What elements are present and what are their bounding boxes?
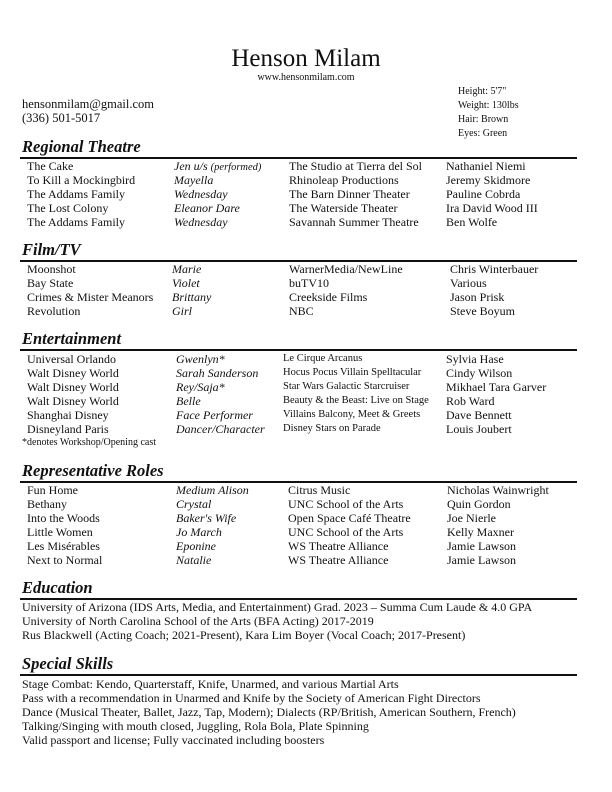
credit-venue: Creekside Films <box>289 290 368 304</box>
website-link[interactable]: www.hensonmilam.com <box>257 72 355 83</box>
section-title-education: Education <box>22 578 93 597</box>
credit-role: Medium Alison <box>176 483 249 497</box>
credit-venue: The Studio at Tierra del Sol <box>289 159 422 173</box>
stat-hair: Hair: Brown <box>458 114 509 125</box>
skill-line: Talking/Singing with mouth closed, Juggling, Rola Bola, Plate Spinning <box>22 719 369 733</box>
credit-title: Universal Orlando <box>27 352 116 366</box>
section-title-roles: Representative Roles <box>22 461 164 480</box>
section-title-regional: Regional Theatre <box>22 137 141 156</box>
credit-venue: NBC <box>289 304 314 318</box>
credit-role: Crystal <box>176 497 212 511</box>
credit-role: Natalie <box>176 553 212 567</box>
credit-title: Walt Disney World <box>27 366 119 380</box>
credit-venue: Beauty & the Beast: Live on Stage <box>283 395 429 406</box>
credit-director: Steve Boyum <box>450 304 515 318</box>
resume-name: Henson Milam <box>231 45 381 72</box>
credit-role: Mayella <box>174 173 214 187</box>
education-line: University of North Carolina School of the Arts (BFA Acting) 2017-2019 <box>22 614 374 628</box>
credit-director: Louis Joubert <box>446 422 512 436</box>
credit-title: To Kill a Mockingbird <box>27 173 136 187</box>
credit-venue: WarnerMedia/NewLine <box>289 262 403 276</box>
credit-title: The Addams Family <box>27 215 125 229</box>
credit-venue: The Waterside Theater <box>289 201 398 215</box>
credit-director: Nathaniel Niemi <box>446 159 526 173</box>
credit-title: Les Misérables <box>27 539 100 553</box>
credit-venue: The Barn Dinner Theater <box>289 187 410 201</box>
credit-role: Gwenlyn* <box>176 352 225 366</box>
credit-director: Nicholas Wainwright <box>447 483 549 497</box>
credit-director: Rob Ward <box>446 394 495 408</box>
credit-title: The Lost Colony <box>27 201 109 215</box>
credit-venue: Villains Balcony, Meet & Greets <box>283 409 421 420</box>
stat-height: Height: 5'7" <box>458 86 507 97</box>
skill-line: Stage Combat: Kendo, Quarterstaff, Knife, Unarmed, and various Martial Arts <box>22 677 399 691</box>
stat-eyes: Eyes: Green <box>458 128 508 139</box>
credit-director: Jason Prisk <box>450 290 505 304</box>
credit-role: Eleanor Dare <box>174 201 240 215</box>
performed-note: (performed) <box>210 162 262 173</box>
credit-director: Mikhael Tara Garver <box>446 380 547 394</box>
credit-director: Various <box>450 276 487 290</box>
section-divider <box>20 349 577 351</box>
credit-role: Face Performer <box>176 408 253 422</box>
stat-weight: Weight: 130lbs <box>458 100 519 111</box>
credit-venue: Le Cirque Arcanus <box>283 353 363 364</box>
credit-venue: Citrus Music <box>288 483 351 497</box>
section-title-skills: Special Skills <box>22 654 114 673</box>
credit-title: Next to Normal <box>27 553 103 567</box>
education-line: Rus Blackwell (Acting Coach; 2021-Present), Kara Lim Boyer (Vocal Coach; 2017-Present) <box>22 628 466 642</box>
credit-venue: Rhinoleap Productions <box>289 173 399 187</box>
credit-venue: Star Wars Galactic Starcruiser <box>283 381 410 392</box>
credit-title: Disneyland Paris <box>27 422 109 436</box>
credit-venue: UNC School of the Arts <box>288 497 404 511</box>
credit-title: Shanghai Disney <box>27 408 109 422</box>
credit-role: Wednesday <box>174 187 228 201</box>
education-line: University of Arizona (IDS Arts, Media, and Entertainment) Grad. 2023 – Summa Cum Laude & 4.0 GPA <box>22 600 533 614</box>
credit-director: Joe Nierle <box>447 511 496 525</box>
section-title-entertainment: Entertainment <box>22 329 122 348</box>
credit-director: Dave Bennett <box>446 408 512 422</box>
credit-venue: WS Theatre Alliance <box>288 539 389 553</box>
credit-role: Rey/Saja* <box>176 380 225 394</box>
credit-role: Marie <box>172 262 202 276</box>
credit-venue: WS Theatre Alliance <box>288 553 389 567</box>
credit-title: Walt Disney World <box>27 394 119 408</box>
credit-venue: UNC School of the Arts <box>288 525 404 539</box>
email-link[interactable]: hensonmilam@gmail.com <box>22 97 154 111</box>
credit-title: Into the Woods <box>27 511 100 525</box>
credit-director: Jamie Lawson <box>447 553 516 567</box>
credit-venue: buTV10 <box>289 276 329 290</box>
credit-title: Bay State <box>27 276 74 290</box>
credit-role: Girl <box>172 304 193 318</box>
phone-number: (336) 501-5017 <box>22 111 101 125</box>
section-divider <box>20 674 577 676</box>
skill-line: Valid passport and license; Fully vaccinated including boosters <box>22 733 325 747</box>
credit-role: Jen u/s (performed) <box>174 159 262 173</box>
credit-director: Sylvia Hase <box>446 352 504 366</box>
credit-role: Baker's Wife <box>176 511 237 525</box>
credit-title: Revolution <box>27 304 81 318</box>
credit-role: Brittany <box>172 290 212 304</box>
credit-title: Walt Disney World <box>27 380 119 394</box>
credit-title: Little Women <box>27 525 93 539</box>
credit-director: Jamie Lawson <box>447 539 516 553</box>
section-title-film: Film/TV <box>22 240 81 259</box>
credit-title: Moonshot <box>27 262 76 276</box>
credit-role: Sarah Sanderson <box>176 366 259 380</box>
skill-line: Dance (Musical Theater, Ballet, Jazz, Tap, Modern); Dialects (RP/British, American Southern, French) <box>22 705 516 719</box>
credit-director: Jeremy Skidmore <box>446 173 531 187</box>
credit-venue: Disney Stars on Parade <box>283 423 381 434</box>
credit-title: Crimes & Mister Meanors <box>27 290 154 304</box>
credit-director: Ira David Wood III <box>446 201 538 215</box>
credit-director: Kelly Maxner <box>447 525 514 539</box>
credit-role: Eponine <box>176 539 216 553</box>
credit-title: Bethany <box>27 497 67 511</box>
credit-role: Violet <box>172 276 200 290</box>
credit-title: The Addams Family <box>27 187 125 201</box>
credit-venue: Savannah Summer Theatre <box>289 215 419 229</box>
credit-director: Chris Winterbauer <box>450 262 539 276</box>
credit-role: Jo March <box>176 525 222 539</box>
credit-role: Wednesday <box>174 215 228 229</box>
credit-venue: Open Space Café Theatre <box>288 511 411 525</box>
opening-cast-note: *denotes Workshop/Opening cast <box>22 437 156 448</box>
credit-director: Ben Wolfe <box>446 215 498 229</box>
credit-title: The Cake <box>27 159 74 173</box>
credit-role: Belle <box>176 394 201 408</box>
credit-role: Dancer/Character <box>176 422 265 436</box>
credit-director: Cindy Wilson <box>446 366 513 380</box>
credit-title: Fun Home <box>27 483 78 497</box>
skill-line: Pass with a recommendation in Unarmed and Knife by the Society of American Fight Directors <box>22 691 481 705</box>
credit-venue: Hocus Pocus Villain Spelltacular <box>283 367 422 378</box>
credit-director: Quin Gordon <box>447 497 511 511</box>
credit-director: Pauline Cobrda <box>446 187 521 201</box>
